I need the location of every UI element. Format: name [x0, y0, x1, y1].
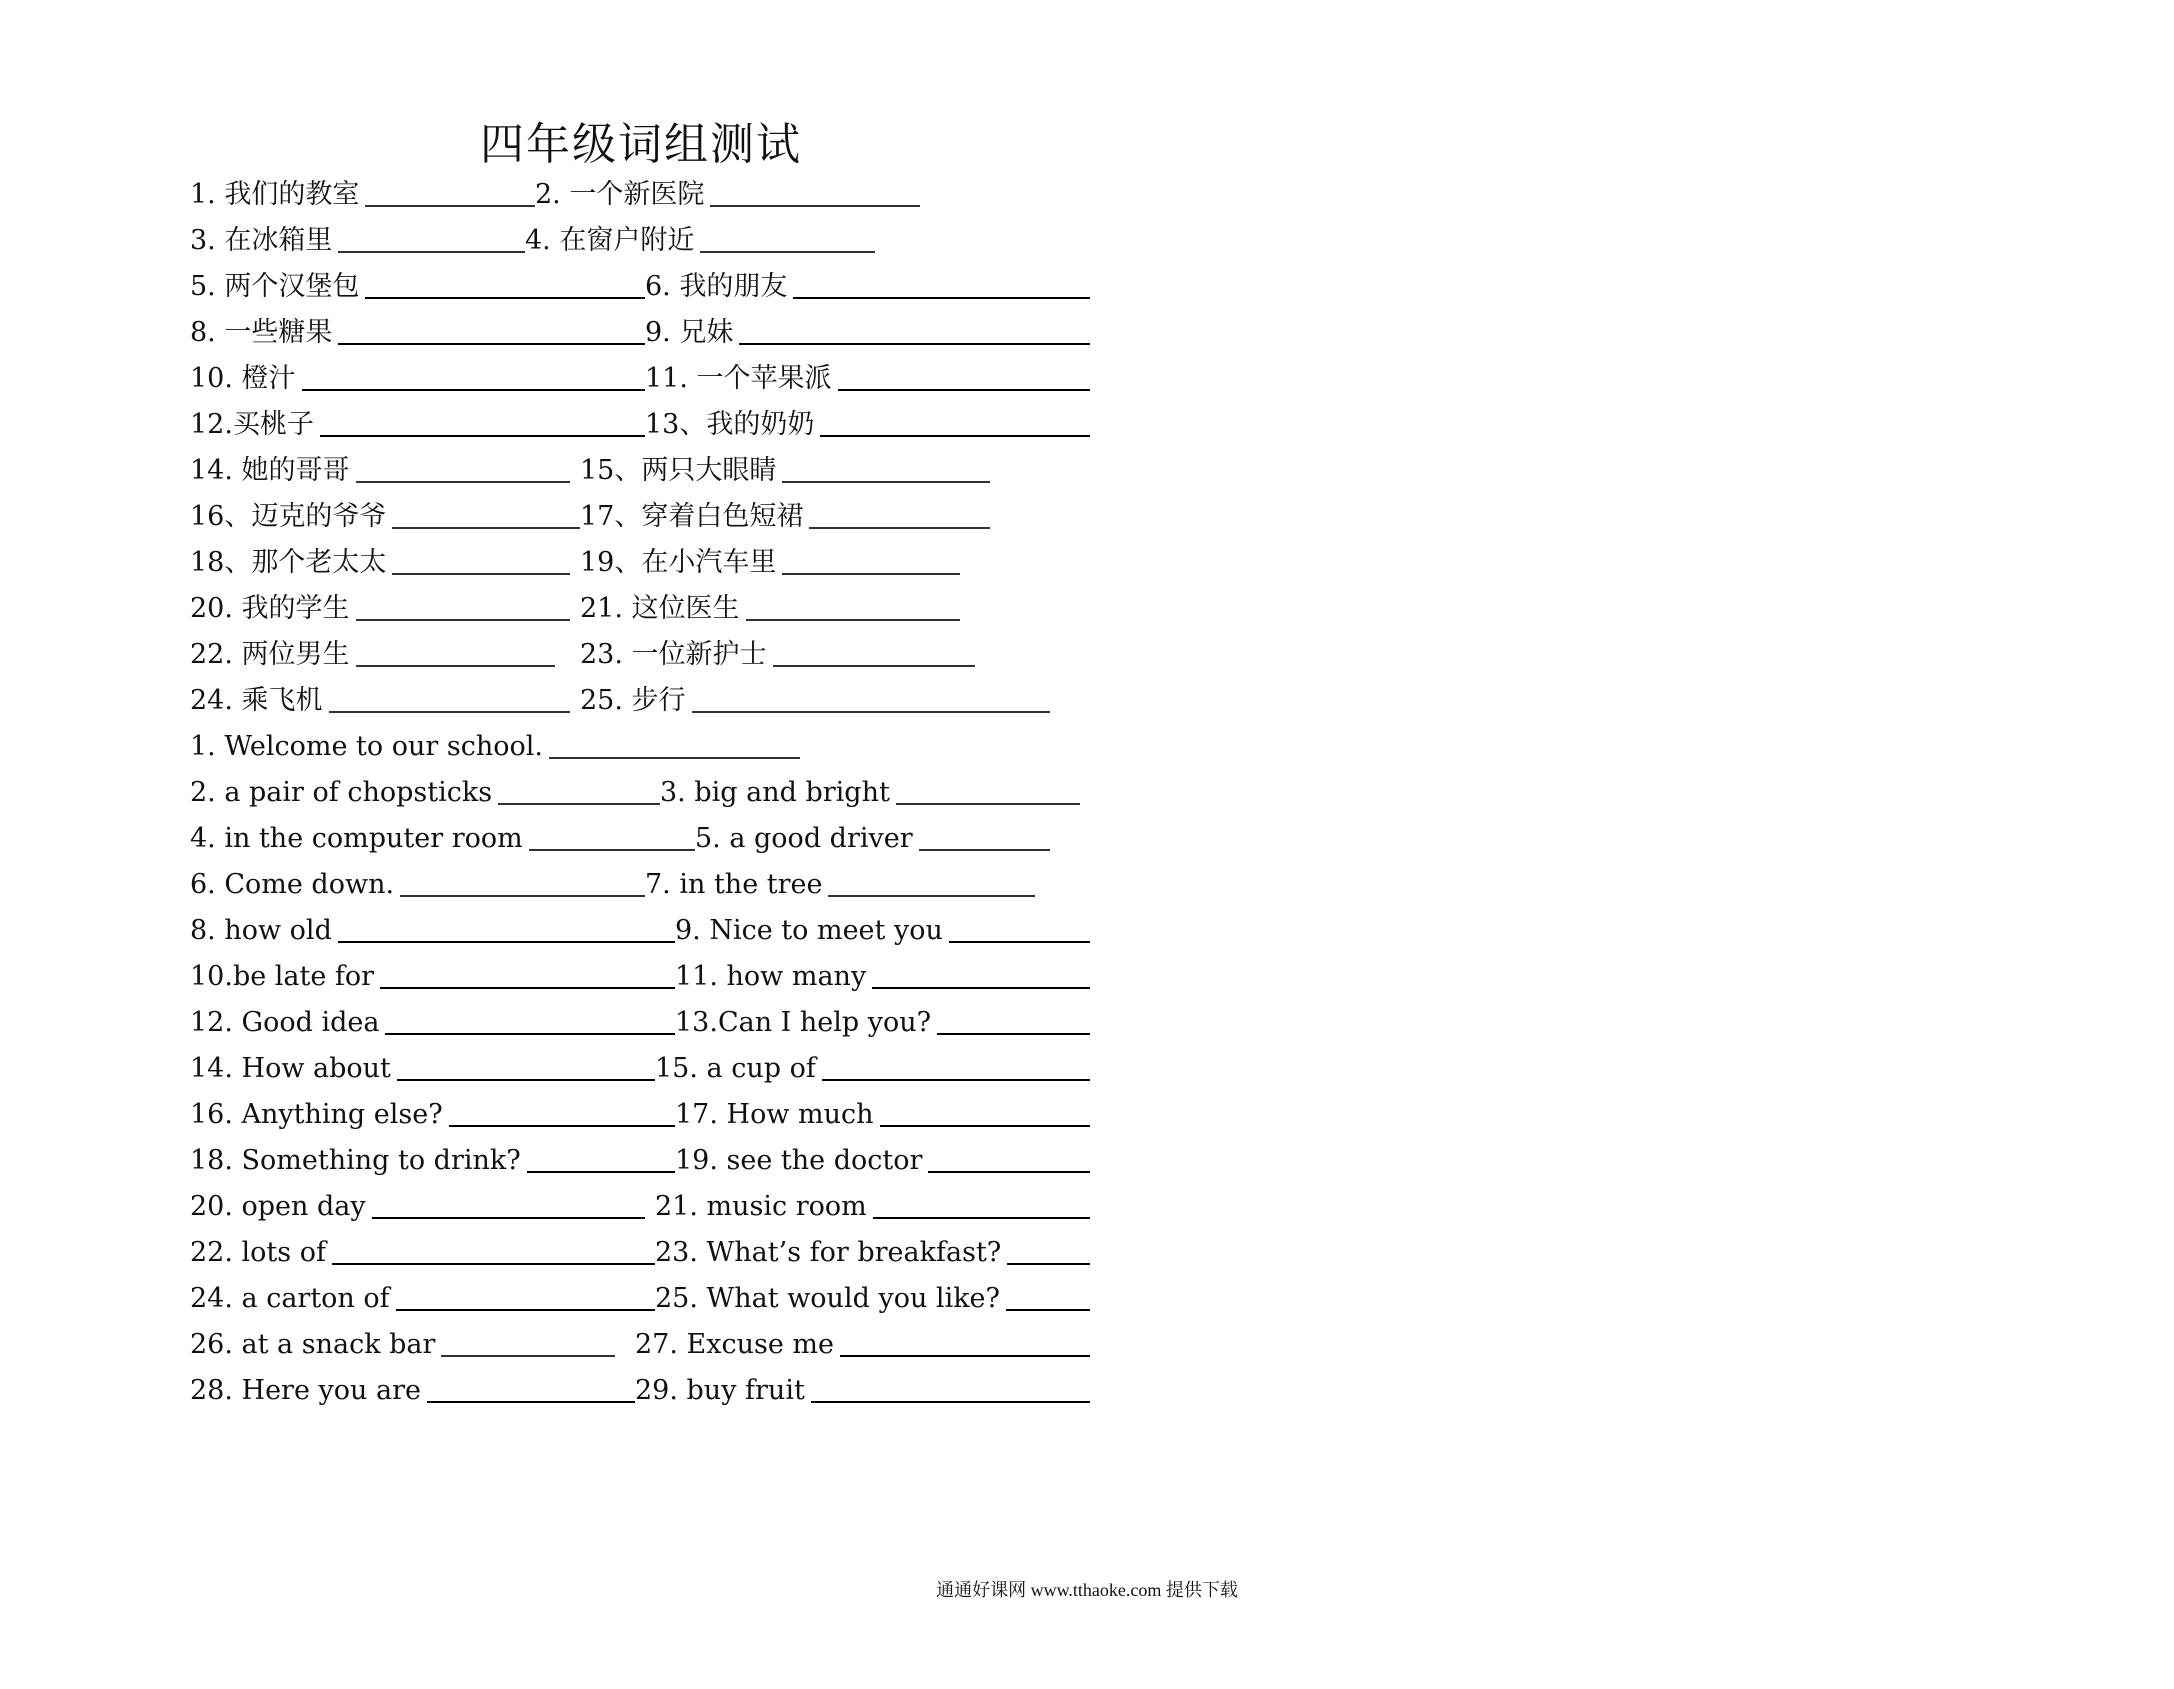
chinese-item-label: 13、我的奶奶 [645, 409, 815, 440]
answer-blank[interactable] [896, 803, 1080, 805]
answer-blank[interactable] [828, 895, 1035, 897]
chinese-item-label: 18、那个老太太 [190, 547, 387, 578]
english-item-label: 2. a pair of chopsticks [190, 777, 493, 808]
answer-blank[interactable] [396, 1309, 655, 1311]
exercise-row [190, 860, 1100, 906]
english-item [190, 1182, 645, 1228]
answer-blank[interactable] [498, 803, 660, 805]
answer-blank[interactable] [880, 1125, 1090, 1127]
english-item [635, 1320, 1090, 1366]
english-item-label: 7. in the tree [645, 869, 823, 900]
english-item [190, 1274, 655, 1320]
answer-blank[interactable] [380, 987, 675, 989]
chinese-item [580, 446, 990, 492]
exercise-row [190, 722, 1100, 768]
english-item [695, 814, 1050, 860]
answer-blank[interactable] [356, 665, 555, 667]
english-item-label: 20. open day [190, 1191, 366, 1222]
answer-blank[interactable] [840, 1355, 1090, 1357]
answer-blank[interactable] [838, 389, 1090, 391]
chinese-item [580, 584, 960, 630]
answer-blank[interactable] [397, 1079, 655, 1081]
english-item [655, 1182, 1090, 1228]
exercise-row [190, 354, 1100, 400]
answer-blank[interactable] [372, 1217, 645, 1219]
exercise-row [190, 630, 1100, 676]
english-item-label: 17. How much [675, 1099, 874, 1130]
chinese-item [190, 492, 580, 538]
chinese-item-label: 4. 在窗户附近 [525, 225, 695, 256]
chinese-item-label: 21. 这位医生 [580, 593, 740, 624]
exercise-row [190, 400, 1100, 446]
answer-blank[interactable] [811, 1401, 1090, 1403]
answer-blank[interactable] [820, 435, 1090, 437]
answer-blank[interactable] [427, 1401, 635, 1403]
answer-blank[interactable] [692, 711, 1050, 713]
exercise-row [190, 1320, 1100, 1366]
english-item-label: 25. What would you like? [655, 1283, 1001, 1314]
answer-blank[interactable] [338, 941, 675, 943]
chinese-item [190, 308, 645, 354]
answer-blank[interactable] [338, 343, 645, 345]
english-item-label: 10.be late for [190, 961, 375, 992]
chinese-item-label: 16、迈克的爷爷 [190, 501, 387, 532]
answer-blank[interactable] [365, 205, 535, 207]
chinese-item [190, 354, 645, 400]
chinese-item [190, 170, 535, 216]
chinese-item [190, 216, 525, 262]
english-item-label: 23. What’s for breakfast? [655, 1237, 1002, 1268]
english-item-label: 22. lots of [190, 1237, 326, 1268]
answer-blank[interactable] [1006, 1309, 1090, 1311]
english-item-label: 15. a cup of [655, 1053, 816, 1084]
english-item [190, 1136, 675, 1182]
exercise-row [190, 170, 1100, 216]
exercise-row [190, 814, 1100, 860]
answer-blank[interactable] [1007, 1263, 1090, 1265]
answer-blank[interactable] [392, 527, 580, 529]
chinese-item [190, 538, 570, 584]
english-item [655, 1044, 1090, 1090]
chinese-item [645, 354, 1090, 400]
answer-blank[interactable] [782, 573, 960, 575]
chinese-item-label: 20. 我的学生 [190, 593, 350, 624]
english-item-label: 12. Good idea [190, 1007, 380, 1038]
chinese-item-label: 9. 兄妹 [645, 317, 734, 348]
english-item-label: 26. at a snack bar [190, 1329, 436, 1360]
exercise-row [190, 1090, 1100, 1136]
english-item-label: 13.Can I help you? [675, 1007, 932, 1038]
english-item-label: 27. Excuse me [635, 1329, 834, 1360]
english-item-label: 9. Nice to meet you [675, 915, 943, 946]
answer-blank[interactable] [919, 849, 1050, 851]
english-item-label: 3. big and bright [660, 777, 890, 808]
english-item [190, 1228, 655, 1274]
exercise-row [190, 1044, 1100, 1090]
answer-blank[interactable] [400, 895, 645, 897]
chinese-item-label: 12.买桃子 [190, 409, 314, 440]
english-item [190, 1320, 615, 1366]
chinese-item [580, 492, 990, 538]
english-item [660, 768, 1080, 814]
answer-blank[interactable] [385, 1033, 675, 1035]
english-item [190, 1366, 635, 1412]
answer-blank[interactable] [365, 297, 645, 299]
exercise-row [190, 952, 1100, 998]
chinese-item [190, 400, 645, 446]
answer-blank[interactable] [873, 1217, 1090, 1219]
exercise-row [190, 538, 1100, 584]
exercise-row [190, 768, 1100, 814]
chinese-item [190, 630, 555, 676]
answer-blank[interactable] [949, 941, 1090, 943]
chinese-item-label: 17、穿着白色短裙 [580, 501, 804, 532]
chinese-item-label: 22. 两位男生 [190, 639, 350, 670]
english-item [190, 722, 800, 768]
chinese-item [645, 308, 1090, 354]
exercise-row [190, 1228, 1100, 1274]
english-item-label: 1. Welcome to our school. [190, 731, 543, 762]
exercise-row [190, 308, 1100, 354]
answer-blank[interactable] [710, 205, 920, 207]
chinese-item-label: 19、在小汽车里 [580, 547, 777, 578]
chinese-item [190, 584, 570, 630]
exercise-row [190, 262, 1100, 308]
answer-blank[interactable] [527, 1171, 675, 1173]
answer-blank[interactable] [392, 573, 570, 575]
answer-blank[interactable] [329, 711, 570, 713]
answer-blank[interactable] [302, 389, 645, 391]
chinese-item-label: 6. 我的朋友 [645, 271, 788, 302]
english-item-label: 21. music room [655, 1191, 867, 1222]
answer-blank[interactable] [928, 1171, 1090, 1173]
answer-blank[interactable] [332, 1263, 655, 1265]
english-item [190, 814, 695, 860]
english-item [635, 1366, 1090, 1412]
english-item [190, 1044, 655, 1090]
english-item-label: 18. Something to drink? [190, 1145, 521, 1176]
footer-note: 通通好课网 www.tthaoke.com 提供下载 [936, 1580, 1238, 1600]
chinese-item-label: 2. 一个新医院 [535, 179, 705, 210]
answer-blank[interactable] [872, 987, 1090, 989]
english-item [190, 906, 675, 952]
english-item-label: 5. a good driver [695, 823, 913, 854]
english-item-label: 4. in the computer room [190, 823, 523, 854]
answer-blank[interactable] [338, 251, 525, 253]
english-item [675, 1090, 1090, 1136]
english-item-label: 8. how old [190, 915, 332, 946]
chinese-item [190, 446, 570, 492]
english-item-label: 11. how many [675, 961, 867, 992]
chinese-item [645, 400, 1090, 446]
english-item-label: 28. Here you are [190, 1375, 421, 1406]
exercise-row [190, 446, 1100, 492]
exercise-row [190, 1366, 1100, 1412]
exercise-row [190, 906, 1100, 952]
english-item [675, 1136, 1090, 1182]
chinese-item-label: 14. 她的哥哥 [190, 455, 350, 486]
exercise-row [190, 1274, 1100, 1320]
english-item [645, 860, 1035, 906]
answer-blank[interactable] [529, 849, 695, 851]
exercise-row [190, 1136, 1100, 1182]
english-item [655, 1274, 1090, 1320]
english-item [190, 998, 675, 1044]
answer-blank[interactable] [746, 619, 960, 621]
chinese-item-label: 23. 一位新护士 [580, 639, 767, 670]
chinese-item [645, 262, 1090, 308]
chinese-item-label: 24. 乘飞机 [190, 685, 323, 716]
page-title: 四年级词组测试 [480, 119, 802, 170]
english-item-label: 14. How about [190, 1053, 391, 1084]
answer-blank[interactable] [449, 1125, 675, 1127]
chinese-item-label: 10. 橙汁 [190, 363, 296, 394]
exercise-row [190, 216, 1100, 262]
chinese-item-label: 5. 两个汉堡包 [190, 271, 360, 302]
chinese-item [580, 630, 975, 676]
answer-blank[interactable] [937, 1033, 1090, 1035]
exercise-row [190, 1182, 1100, 1228]
chinese-item-label: 15、两只大眼睛 [580, 455, 777, 486]
answer-blank[interactable] [320, 435, 645, 437]
english-item [675, 952, 1090, 998]
chinese-item [535, 170, 920, 216]
chinese-item-label: 11. 一个苹果派 [645, 363, 832, 394]
english-item-label: 29. buy fruit [635, 1375, 805, 1406]
answer-blank[interactable] [441, 1355, 615, 1357]
english-item [675, 998, 1090, 1044]
english-item [655, 1228, 1090, 1274]
answer-blank[interactable] [793, 297, 1090, 299]
answer-blank[interactable] [773, 665, 975, 667]
answer-blank[interactable] [809, 527, 990, 529]
english-item-label: 19. see the doctor [675, 1145, 923, 1176]
english-item [190, 860, 645, 906]
english-item-label: 6. Come down. [190, 869, 395, 900]
answer-blank[interactable] [739, 343, 1090, 345]
chinese-item [190, 262, 645, 308]
answer-blank[interactable] [822, 1079, 1090, 1081]
chinese-item [580, 538, 960, 584]
english-item-label: 16. Anything else? [190, 1099, 443, 1130]
chinese-item-label: 3. 在冰箱里 [190, 225, 333, 256]
chinese-item-label: 8. 一些糖果 [190, 317, 333, 348]
answer-blank[interactable] [700, 251, 875, 253]
chinese-item [580, 676, 1050, 722]
answer-blank[interactable] [356, 481, 570, 483]
english-item [675, 906, 1090, 952]
chinese-item-label: 25. 步行 [580, 685, 686, 716]
exercise-row [190, 676, 1100, 722]
answer-blank[interactable] [356, 619, 570, 621]
english-item [190, 768, 660, 814]
english-item [190, 952, 675, 998]
english-item-label: 24. a carton of [190, 1283, 390, 1314]
exercise-row [190, 584, 1100, 630]
chinese-item-label: 1. 我们的教室 [190, 179, 360, 210]
answer-blank[interactable] [782, 481, 990, 483]
chinese-item [525, 216, 875, 262]
exercise-row [190, 998, 1100, 1044]
english-item [190, 1090, 675, 1136]
exercise-row [190, 492, 1100, 538]
answer-blank[interactable] [549, 757, 800, 759]
chinese-item [190, 676, 570, 722]
